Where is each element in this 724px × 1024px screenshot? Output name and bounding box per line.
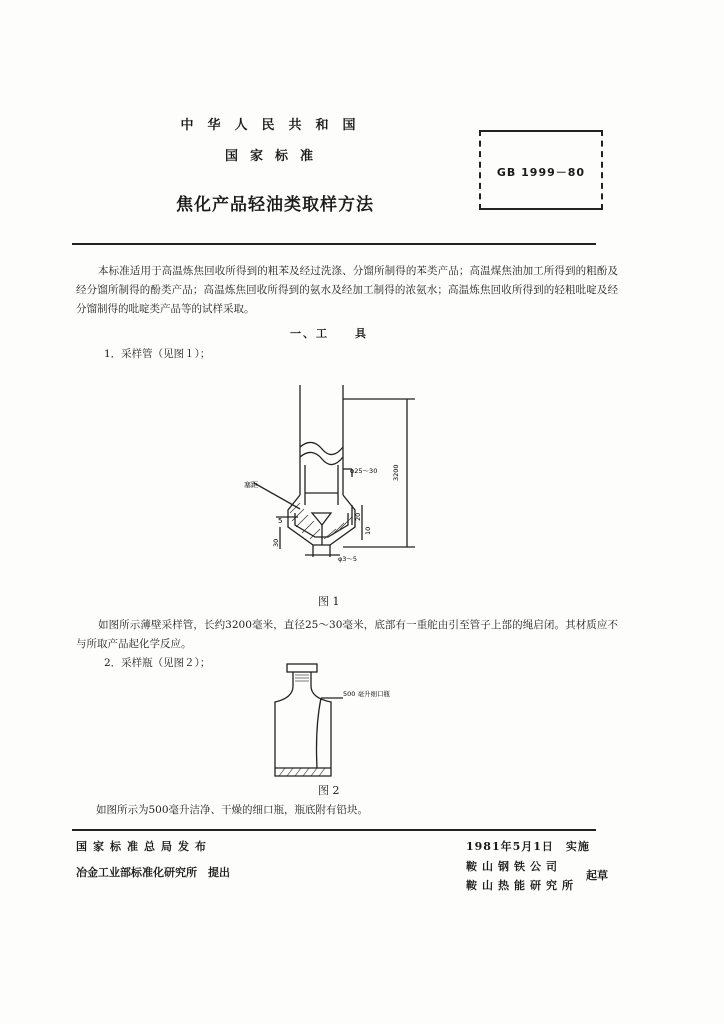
proposer: 冶金工业部标准化研究所 提出: [76, 866, 230, 879]
standard-type: 国家标准: [224, 149, 325, 164]
label-stopper: 塞距: [244, 481, 258, 489]
footer-rule: [72, 829, 596, 831]
dim-bottom-diameter: φ3～5: [338, 555, 358, 563]
drafter-2: 鞍山热能研究所: [466, 879, 578, 892]
dim-10: 10: [364, 526, 372, 535]
item-sampling-bottle: 2．采样瓶（见图２）；: [104, 657, 211, 669]
intro-paragraph: 本标准适用于高温炼焦回收所得到的粗苯及经过洗涤、分馏所制得的苯类产品；高温煤焦油加工所得到的粗酚及经分馏所制得的酚类产品；高温炼焦回收所得到的氨水及经加工制得的浓氨水；高温炼焦回收所得到的轻粗吡啶及经分馏制得的吡啶类产品等的试样采取。: [76, 265, 618, 315]
dim-length: 3200: [392, 464, 400, 481]
standard-code-box: [479, 130, 603, 210]
standard-code: GB 1999－80: [496, 166, 586, 179]
issuer: 国家标准总局发布: [76, 840, 212, 853]
dim-20: 20: [354, 512, 362, 521]
figure-2-caption: 图 2: [318, 784, 340, 797]
document-title: 焦化产品轻油类取样方法: [176, 195, 374, 215]
figure-1-sampling-tube: [240, 385, 420, 585]
figure-2-description: 如图所示为500毫升洁净、干燥的细口瓶，瓶底附有铅块。: [96, 804, 369, 816]
drafted-label: 起草: [586, 869, 608, 882]
dim-30: 30: [272, 538, 280, 547]
figure-1-caption: 图 1: [318, 595, 340, 608]
label-bottle: 500 毫升细口瓶: [343, 690, 390, 698]
dim-diameter: φ25～30: [350, 467, 378, 475]
header-rule: [72, 243, 596, 245]
item-sampling-tube: 1．采样管（见图１）；: [104, 348, 211, 360]
dim-5: 5: [278, 517, 283, 525]
drafter-1: 鞍山钢铁公司: [466, 860, 562, 873]
country-name: 中华人民共和国: [180, 118, 370, 133]
section-heading-tools: 一、工 具: [290, 327, 368, 340]
figure-1-description: 如图所示薄壁采样管，长约3200毫米，直径25～30毫米，底部有一重舵由引至管子上部的绳启闭。其材质应不与所取产品起化学反应。: [76, 619, 618, 650]
figure-2-sampling-bottle: [255, 658, 455, 783]
implementation-date: 1981年5月1日 实施: [466, 840, 590, 853]
